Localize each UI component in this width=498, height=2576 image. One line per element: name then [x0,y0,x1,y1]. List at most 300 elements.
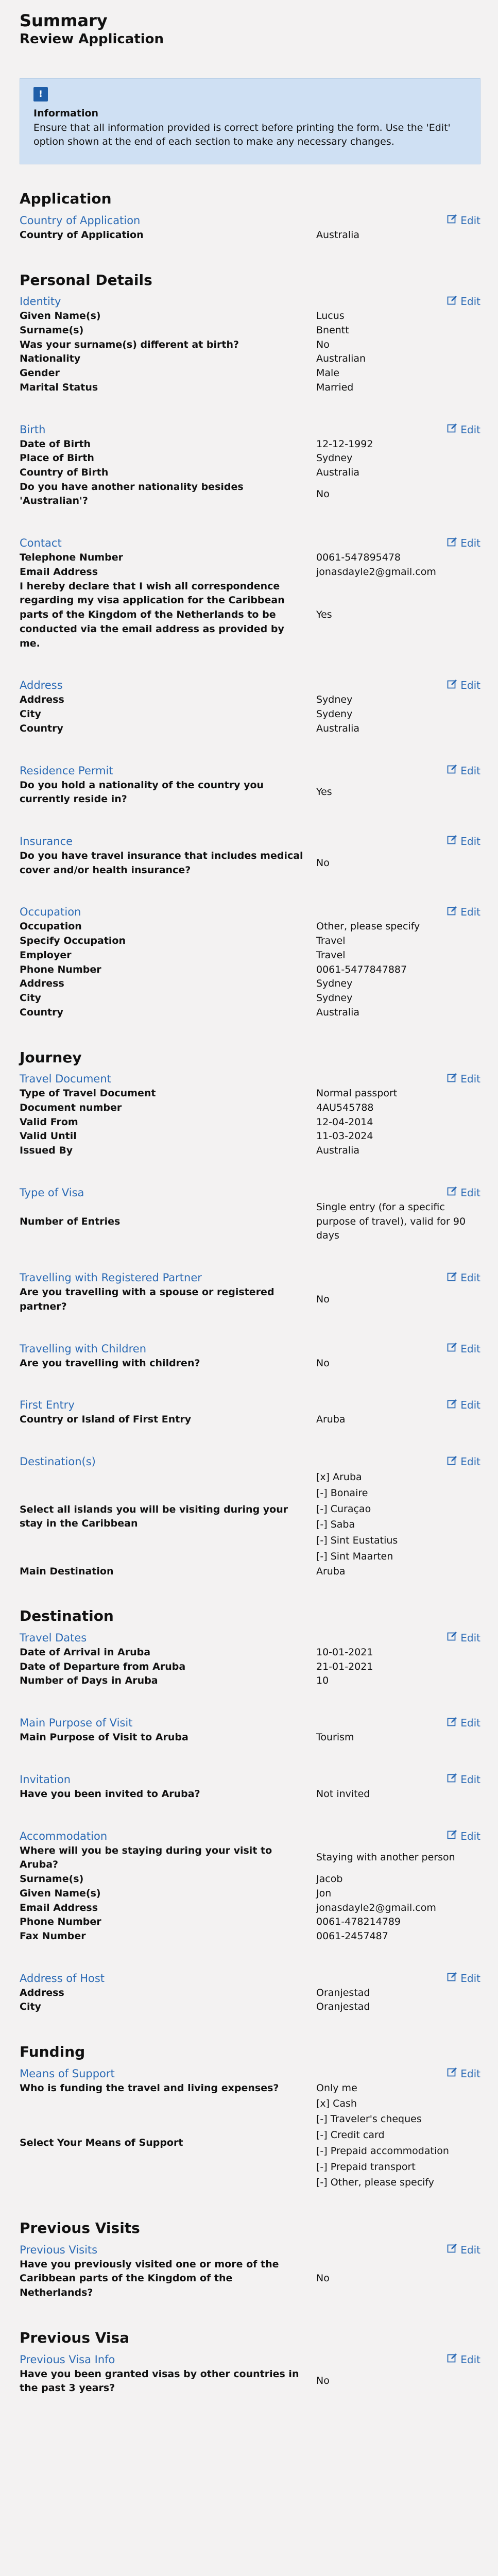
edit-label: Edit [460,1342,480,1355]
edit-icon [447,1272,457,1284]
field-value: Travel [316,935,346,947]
edit-label: Edit [460,214,480,227]
edit-label: Edit [460,2243,480,2256]
field-row [20,1285,480,1314]
edit-label: Edit [460,1773,480,1786]
field-value: 12-04-2014 [316,1116,373,1128]
field-label: Main Purpose of Visit to Aruba [20,1732,188,1743]
field-value: Jacob [316,1873,343,1885]
field-label: Do you hold a nationality of the country you currently reside in? [20,779,264,805]
edit-birth-button[interactable] [447,423,480,436]
section-destination [20,1607,480,2014]
subsection-title: Contact [20,537,62,550]
field-row [20,849,480,877]
subsection-header [20,1772,480,1787]
field-row [20,1787,480,1802]
section-journey [20,1049,480,1579]
field-value: Bnentt [316,324,349,336]
field-value: 12-12-1992 [316,438,373,450]
field-row [20,551,480,565]
field-label: Country [20,722,63,734]
field-label: Phone Number [20,1916,101,1928]
subsection-identity [20,294,480,395]
edit-icon [447,1717,457,1730]
subsection-occupation [20,904,480,1020]
field-row [20,963,480,977]
islands-row [20,1469,480,1565]
edit-label: Edit [460,2067,480,2080]
field-label: Nationality [20,353,81,365]
subsection-title: Birth [20,423,46,436]
field-row [20,1844,480,1872]
edit-label: Edit [460,537,480,550]
field-label: Marital Status [20,381,98,393]
field-row [20,2258,480,2300]
edit-label: Edit [460,1972,480,1985]
subsection-title: Previous Visa Info [20,2353,115,2366]
edit-icon [447,1342,457,1355]
field-row [20,1872,480,1887]
field-label: Have you previously visited one or more of the Caribbean parts of the Kingdom of the Netherlands? [20,2258,279,2299]
field-value: Australia [316,722,360,734]
field-row [20,466,480,480]
field-value: Jon [316,1887,332,1899]
subsection-title: Residence Permit [20,764,113,777]
field-value: 0061-478214789 [316,1916,401,1928]
section-title: Application [20,190,112,208]
field-row [20,707,480,722]
subsection-title: Insurance [20,835,73,848]
edit-icon [447,679,457,692]
information-box [20,78,480,164]
field-row [20,366,480,381]
field-value: Aruba [316,1565,346,1577]
field-label: Phone Number [20,963,101,975]
field-value: Single entry (for a specific purpose of travel), valid for 90 days [316,1201,466,1242]
field-value: Australian [316,353,366,365]
field-row [20,1915,480,1929]
field-row [20,228,480,243]
field-label: Address [20,694,64,706]
field-value: jonasdayle2@gmail.com [316,1902,436,1913]
edit-info-button[interactable] [447,2353,480,2366]
field-label: Gender [20,367,60,379]
islands-list [316,1469,480,1565]
subsection-country [20,213,480,243]
edit-host-button[interactable] [447,1972,480,1985]
field-value: Australia [316,229,360,241]
edit-icon [447,1631,457,1644]
islands-item: [-] Curaçao [316,1503,371,1515]
field-label: City [20,992,41,1004]
field-row [20,1357,480,1371]
field-label: Have you been granted visas by other countries in the past 3 years? [20,2368,299,2394]
field-label: City [20,708,41,720]
subsection-header [20,1270,480,1285]
edit-label: Edit [460,295,480,308]
section-title: Funding [20,2043,85,2061]
field-label: Surname(s) [20,324,84,336]
islands-item: [x] Aruba [316,1471,362,1483]
edit-dates-button[interactable] [447,1631,480,1644]
edit-icon [447,1455,457,1468]
edit-label: Edit [460,1186,480,1199]
field-label: Given Name(s) [20,1887,101,1899]
section-previous_visits [20,2219,480,2300]
means-row [20,2096,480,2191]
field-label: Number of Days in Aruba [20,1675,158,1687]
field-label: Email Address [20,566,98,578]
field-row [20,1413,480,1427]
field-row [20,580,480,651]
field-row [20,1674,480,1688]
islands-item: [-] Sint Maarten [316,1550,393,1562]
field-value: Married [316,381,354,393]
field-row [20,1101,480,1115]
subsection-residence [20,763,480,807]
field-row [20,1986,480,2001]
field-label: Country [20,1006,63,1018]
edit-label: Edit [460,1455,480,1468]
field-value: Lucus [316,310,345,322]
subsection-title: Main Purpose of Visit [20,1717,133,1730]
field-label: Number of Entries [20,1215,121,1227]
islands-item: [-] Sint Eustatius [316,1535,398,1547]
section-title: Personal Details [20,271,152,289]
edit-label: Edit [460,764,480,777]
islands-label: Select all islands you will be visiting during your stay in the Caribbean [20,1503,288,1530]
field-row [20,1731,480,1745]
edit-support-button[interactable] [447,2067,480,2080]
field-value: Sydney [316,992,353,1004]
edit-label: Edit [460,835,480,848]
subsection-header [20,1630,480,1646]
field-label: Country or Island of First Entry [20,1414,192,1426]
edit-occupation-button[interactable] [447,906,480,919]
edit-icon [447,2353,457,2366]
edit-partner-button[interactable] [447,1272,480,1284]
field-row [20,693,480,707]
field-row [20,991,480,1006]
summary-sections [20,190,480,2396]
field-value: Tourism [316,1732,354,1743]
field-value: 4AU545788 [316,1101,374,1113]
field-label: Who is funding the travel and living expenses? [20,2082,279,2094]
subsection-title: Type of Visa [20,1186,84,1199]
edit-icon [447,1972,457,1985]
edit-icon [447,1186,457,1199]
edit-icon [447,1773,457,1786]
edit-destinations-button[interactable] [447,1455,480,1468]
field-value: Australia [316,1145,360,1157]
edit-insurance-button[interactable] [447,835,480,848]
edit-document-button[interactable] [447,1073,480,1086]
subsection-children [20,1341,480,1371]
subsection-header [20,535,480,551]
field-row [20,778,480,807]
subsection-host [20,1971,480,2014]
subsection-title: Previous Visits [20,2243,98,2256]
field-row [20,324,480,338]
edit-label: Edit [460,1717,480,1730]
subsection-title: Accommodation [20,1829,108,1842]
subsection-document [20,1071,480,1158]
field-value: No [316,2273,330,2284]
field-value: Australia [316,1006,360,1018]
edit-children-button[interactable] [447,1342,480,1355]
subsection-title: Address [20,679,63,692]
field-label: Type of Travel Document [20,1088,156,1099]
subsection-title: Identity [20,295,61,308]
subsection-header [20,1828,480,1844]
edit-label: Edit [460,1073,480,1086]
field-value: Staying with another person [316,1852,455,1863]
subsection-title: Travel Dates [20,1631,87,1644]
means-item: [-] Prepaid transport [316,2161,416,2173]
subsection-header [20,213,480,228]
field-value: Travel [316,949,346,961]
subsection-purpose [20,1715,480,1745]
field-label: Valid From [20,1116,78,1128]
field-row [20,1660,480,1674]
edit-label: Edit [460,1399,480,1412]
section-previous_visa [20,2329,480,2396]
subsection-first_entry [20,1397,480,1427]
means-label: Select Your Means of Support [20,2137,183,2148]
field-row [20,977,480,991]
subsection-header [20,763,480,778]
subsection-title: Travelling with Registered Partner [20,1272,202,1284]
field-value: Oranjestad [316,1987,370,1998]
field-row [20,1144,480,1158]
field-value: Yes [316,609,332,621]
edit-icon [447,214,457,227]
means-item: [-] Credit card [316,2129,385,2141]
field-row [20,381,480,395]
islands-item: [-] Saba [316,1519,355,1531]
field-value: Sydney [316,694,353,706]
field-value: Other, please specify [316,921,420,933]
page-title: Summary [20,11,108,30]
means-list [316,2096,480,2191]
subsection-title: Address of Host [20,1972,105,1985]
subsection-title: Occupation [20,906,81,919]
edit-icon [447,764,457,777]
section-application [20,190,480,242]
field-label: Place of Birth [20,452,94,464]
field-label: City [20,2001,41,2013]
field-value: 10 [316,1675,329,1687]
islands-item: [-] Bonaire [316,1487,368,1499]
field-row [20,1115,480,1130]
field-label: Are you travelling with children? [20,1357,200,1369]
field-value: 11-03-2024 [316,1130,373,1142]
subsection-header [20,422,480,437]
field-row [20,934,480,948]
edit-label: Edit [460,423,480,436]
subsection-title: Country of Application [20,214,141,227]
edit-identity-button[interactable] [447,295,480,308]
subsection-title: Travel Document [20,1073,111,1086]
field-label: Occupation [20,921,82,933]
section-personal [20,272,480,1020]
field-row [20,352,480,366]
field-label: Main Destination [20,1565,114,1577]
subsection-header [20,1341,480,1357]
field-value: 0061-5477847887 [316,963,407,975]
means-item: [-] Other, please specify [316,2177,435,2189]
field-row [20,2367,480,2396]
field-value: Sydney [316,978,353,990]
field-value: No [316,1357,330,1369]
field-row [20,722,480,736]
field-row [20,948,480,963]
field-value: 10-01-2021 [316,1646,373,1658]
field-label: Telephone Number [20,552,124,564]
section-title: Destination [20,1607,114,1625]
section-title: Previous Visits [20,2219,140,2237]
field-value: Not invited [316,1788,370,1800]
field-row [20,338,480,352]
edit-label: Edit [460,2353,480,2366]
edit-visa-button[interactable] [447,1186,480,1199]
edit-icon [447,906,457,919]
field-value: No [316,488,330,500]
field-label: Country of Application [20,229,144,241]
edit-icon [447,2243,457,2256]
means-item: [-] Prepaid accommodation [316,2145,449,2157]
field-value: Male [316,367,340,379]
edit-residence-button[interactable] [447,764,480,777]
subsection-address [20,677,480,736]
field-label: Address [20,978,64,990]
edit-icon [447,295,457,308]
subsection-header [20,1397,480,1413]
section-funding [20,2043,480,2191]
edit-accommodation-button[interactable] [447,1829,480,1842]
field-row [20,1565,480,1579]
edit-contact-button[interactable] [447,537,480,550]
field-row [20,437,480,452]
subsection-invitation [20,1772,480,1802]
edit-invitation-button[interactable] [447,1773,480,1786]
edit-icon [447,537,457,550]
field-label: Valid Until [20,1130,77,1142]
subsection-header [20,2242,480,2258]
field-value: Sydeny [316,708,353,720]
field-label: Fax Number [20,1930,86,1942]
field-label: Do you have travel insurance that includes medical cover and/or health insurance? [20,850,303,876]
section-title: Journey [20,1048,82,1066]
edit-icon [447,2067,457,2080]
edit-icon [447,1073,457,1086]
field-value: No [316,338,330,350]
field-row [20,1901,480,1916]
field-row [20,1200,480,1243]
field-row [20,920,480,934]
page-subtitle: Review Application [20,31,164,47]
means-item: [x] Cash [316,2097,357,2109]
information-text: Ensure that all information provided is correct before printing the form. Use the 'Edit' option shown at the end of each section to make any necessary changes. [33,122,451,147]
edit-first_entry-button[interactable] [447,1399,480,1412]
field-label: Issued By [20,1145,73,1157]
subsection-header [20,1454,480,1469]
edit-country-button[interactable] [447,214,480,227]
subsection-info [20,2352,480,2396]
field-label: I hereby declare that I wish all correspondence regarding my visa application for the Caribbean parts of the Kingdom of the Netherlands to be conducted via the email address as provided by me. [20,580,285,649]
subsection-header [20,904,480,920]
subsection-header [20,834,480,849]
edit-icon [447,1399,457,1412]
subsection-insurance [20,834,480,877]
subsection-header [20,1185,480,1200]
field-label: Date of Arrival in Aruba [20,1646,151,1658]
field-value: 0061-2457487 [316,1930,388,1942]
field-row [20,2000,480,2014]
field-value: No [316,2375,330,2387]
subsection-header [20,2066,480,2081]
field-value: Australia [316,466,360,478]
field-row [20,1929,480,1944]
field-row [20,1129,480,1144]
field-row [20,1087,480,1101]
edit-address-button[interactable] [447,679,480,692]
field-value: Only me [316,2082,357,2094]
edit-icon [447,423,457,436]
subsection-visits [20,2242,480,2300]
field-label: Country of Birth [20,466,109,478]
field-value: Normal passport [316,1088,398,1099]
edit-icon [447,1829,457,1842]
field-label: Have you been invited to Aruba? [20,1788,200,1800]
means-item: [-] Traveler's cheques [316,2113,422,2125]
subsection-header [20,1971,480,1986]
edit-label: Edit [460,1631,480,1644]
field-label: Date of Departure from Aruba [20,1660,186,1672]
field-value: No [316,1293,330,1305]
field-label: Address [20,1987,64,1998]
subsection-birth [20,422,480,509]
field-label: Email Address [20,1902,98,1913]
subsection-title: Invitation [20,1773,71,1786]
field-value: jonasdayle2@gmail.com [316,566,436,578]
field-value: 0061-547895478 [316,552,401,564]
edit-visits-button[interactable] [447,2243,480,2256]
subsection-dates [20,1630,480,1688]
field-row [20,480,480,509]
field-value: No [316,857,330,869]
subsection-destinations [20,1454,480,1579]
field-value: 21-01-2021 [316,1660,373,1672]
field-row [20,1887,480,1901]
field-label: Employer [20,949,72,961]
field-label: Specify Occupation [20,935,126,947]
field-value: Oranjestad [316,2001,370,2013]
edit-icon [447,835,457,848]
field-row [20,565,480,580]
subsection-partner [20,1270,480,1314]
subsection-contact [20,535,480,651]
info-icon: ! [33,87,48,101]
subsection-header [20,677,480,693]
edit-purpose-button[interactable] [447,1717,480,1730]
subsection-title: First Entry [20,1399,75,1412]
subsection-header [20,294,480,309]
field-row [20,1006,480,1020]
subsection-title: Travelling with Children [20,1342,147,1355]
subsection-header [20,1071,480,1087]
subsection-title: Destination(s) [20,1455,96,1468]
